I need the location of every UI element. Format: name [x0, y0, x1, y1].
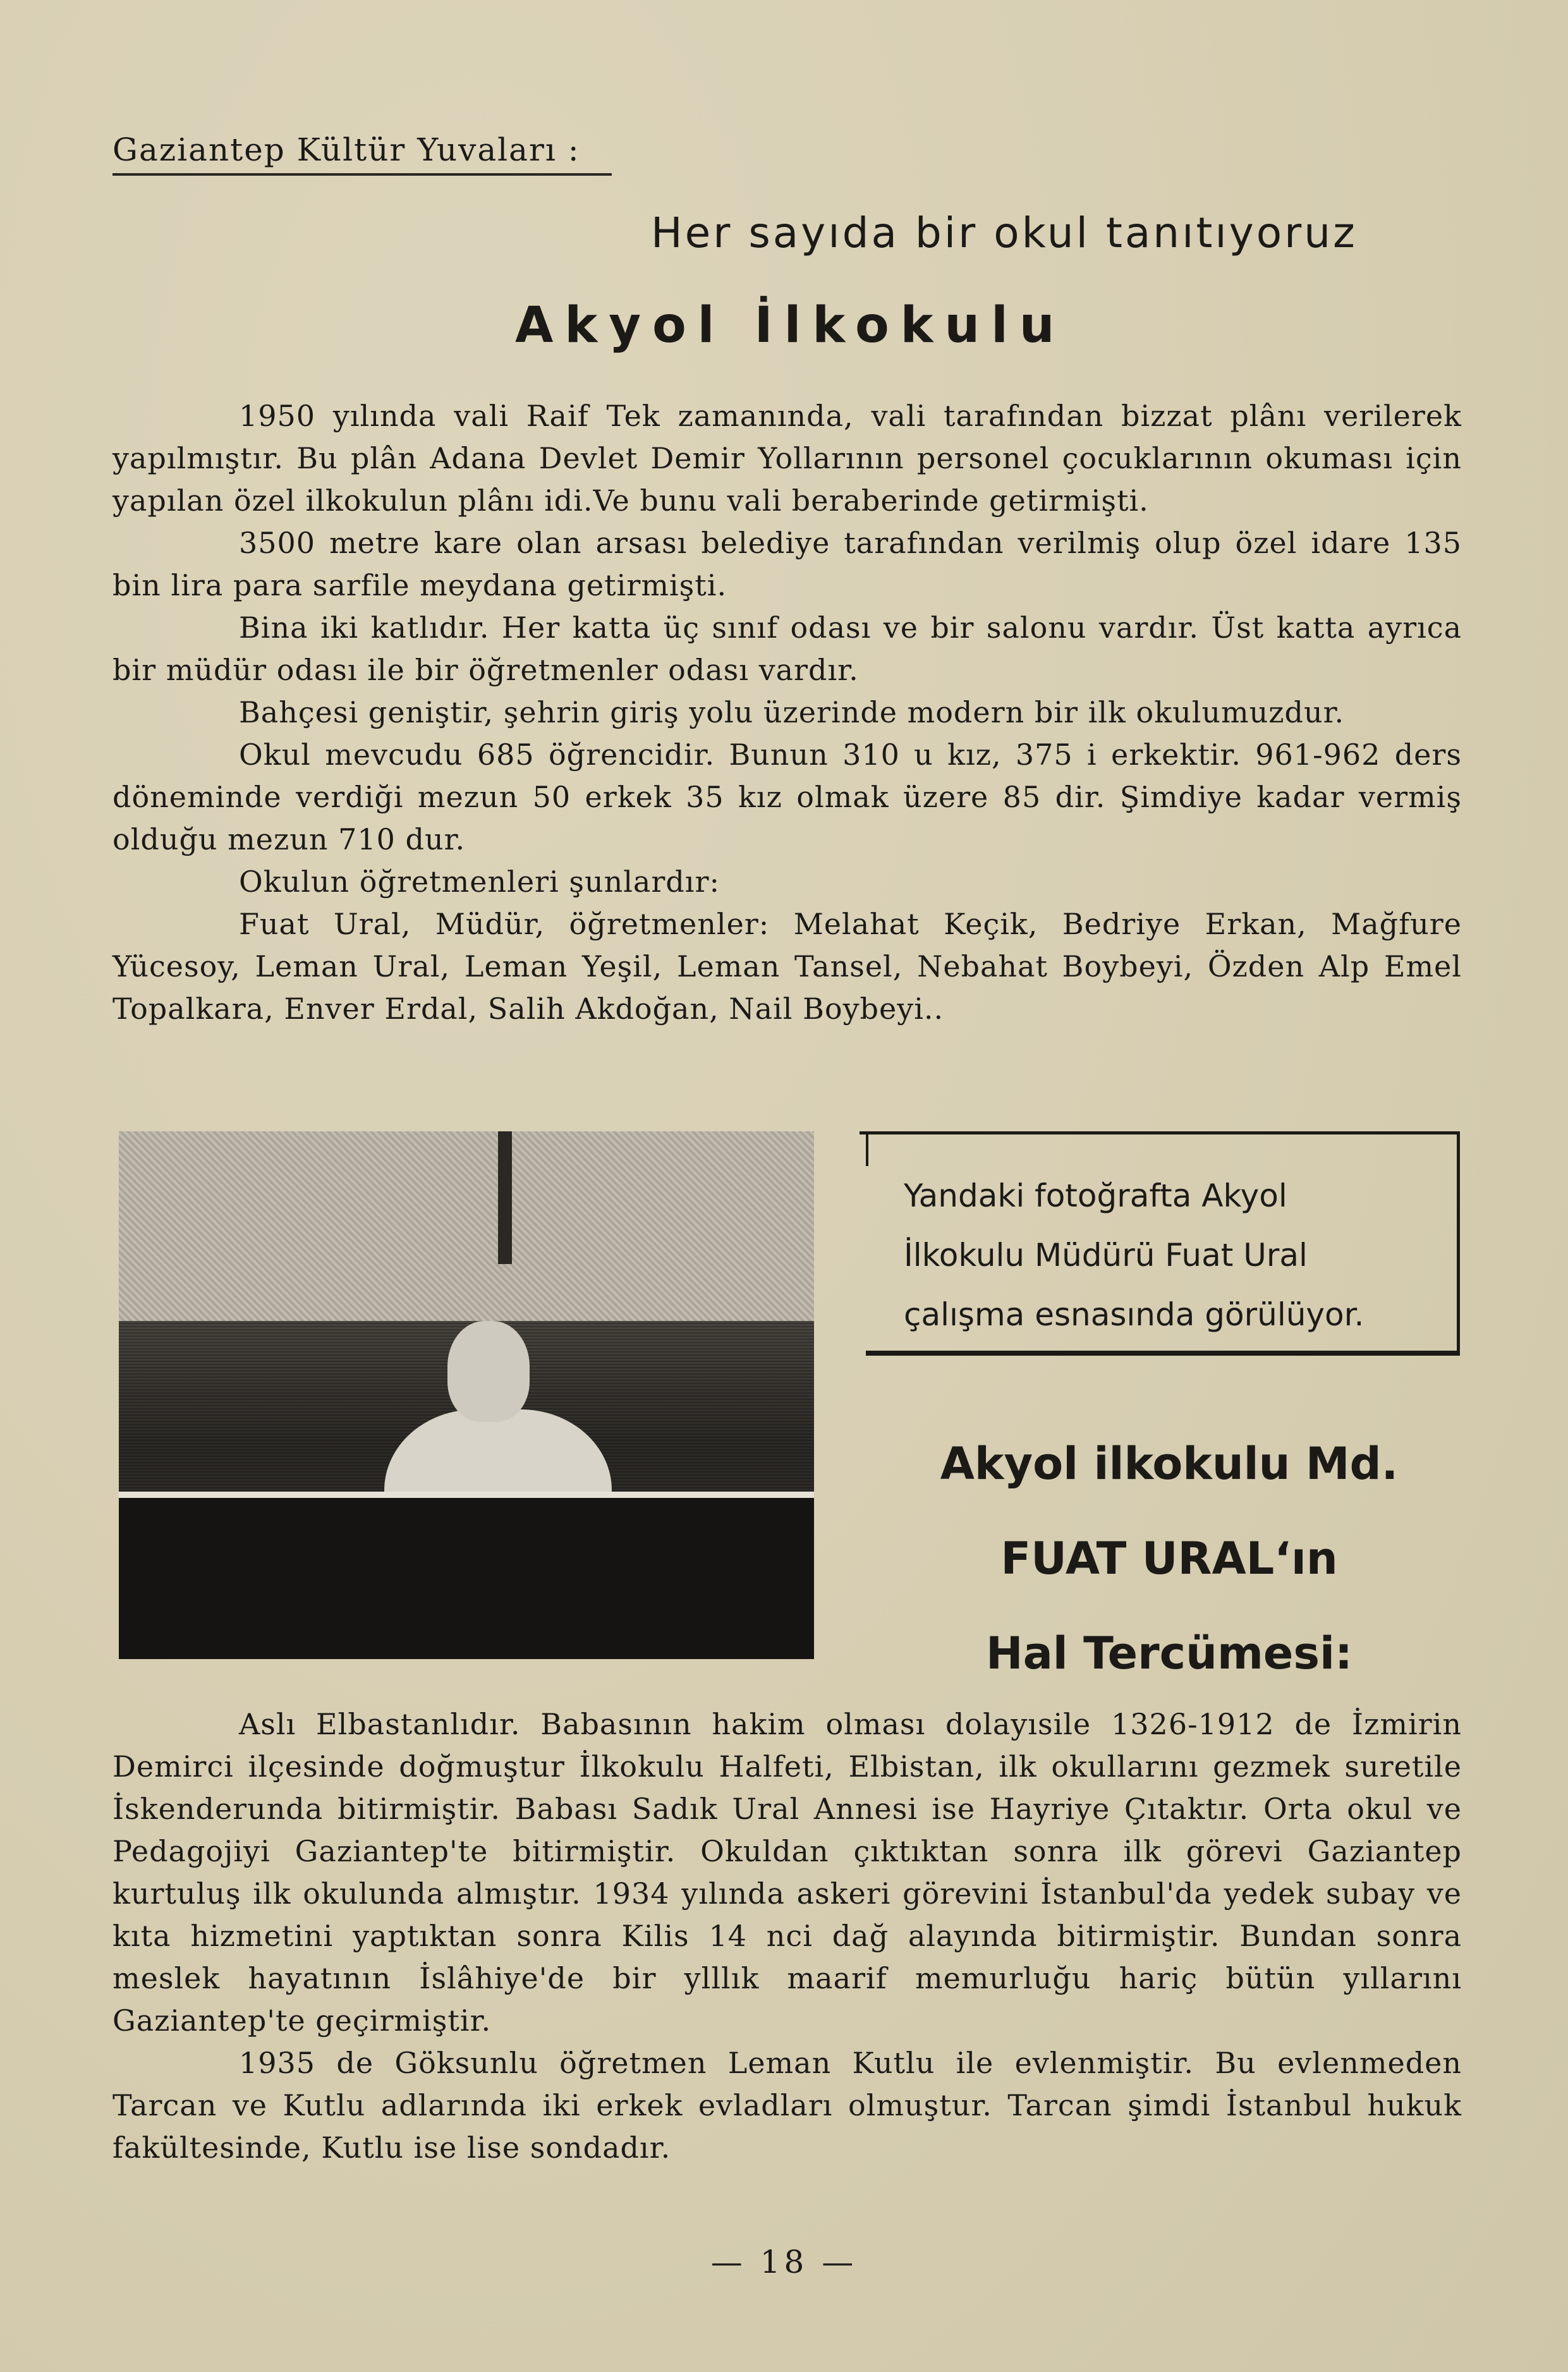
photo-pole [498, 1131, 512, 1264]
intro-paragraph: Okul mevcudu 685 öğrencidir. Bunun 310 u kız, 375 i erkektir. 961-962 ders döneminde verdiği mezun 50 erkek 35 kız olmak üzere 85 dir. Şimdiye kadar vermiş olduğu mezun 710 dur. [112, 738, 1462, 856]
bio-paragraph: Aslı Elbastanlıdır. Babasının hakim olması dolayısile 1326-1912 de İzmirin Demirci ilçesinde doğmuştur İlkokulu Halfeti, Elbistan, ilk okullarını gezmek suretile İskenderunda bitirmiştir. Babası Sadık Ural Annesi ise Hayriye Çıtaktır. Orta okul ve Pedagojiyi Gaziantep'te bitirmiştir. Okuldan çıktıktan sonra ilk görevi Gaziantep kurtuluş ilk okulunda almıştır. 1934 yılında askeri görevini İstanbul'da yedek subay ve kıta hizmetini yaptıktan sonra Kilis 14 nci dağ alayında bitirmiştir. Bundan sonra meslek hayatının İslâhiye'de bir ylllık maarif memurluğu hariç bütün yıllarını Gaziantep'te geçirmiştir. [112, 1707, 1462, 2038]
bio-title-line: FUAT URAL‘ın [1000, 1533, 1338, 1584]
bio-text [112, 1703, 1462, 2169]
caption-box-tick [866, 1134, 868, 1166]
photo-caption-box [860, 1131, 1460, 1356]
intro-paragraph: 1950 yılında vali Raif Tek zamanında, vali tarafından bizzat plânı verilerek yapılmıştır. Bu plân Adana Devlet Demir Yollarının personel çocuklarının okuması için yapılan özel ilkokulun plânı idi.Ve bunu vali beraberinde getirmişti. [112, 399, 1462, 518]
intro-text [112, 395, 1462, 1030]
caption-line: çalışma esnasında görülüyor. [904, 1296, 1364, 1333]
page-number: — 18 — [710, 2244, 858, 2280]
principal-photo [119, 1131, 814, 1659]
intro-paragraph: Fuat Ural, Müdür, öğretmenler: Melahat Keçik, Bedriye Erkan, Mağfure Yücesoy, Leman Ural, Leman Yeşil, Leman Tansel, Nebahat Boybeyi, Özden Alp Emel Topalkara, Enver Erdal, Salih Akdoğan, Nail Boybeyi.. [112, 907, 1462, 1026]
intro-paragraph: Okulun öğretmenleri şunlardır: [239, 865, 720, 899]
bio-title-line: Akyol ilkokulu Md. [940, 1438, 1399, 1490]
photo-desk [119, 1498, 814, 1659]
photo-wall [119, 1131, 814, 1321]
caption-line: Yandaki fotoğrafta Akyol [904, 1177, 1287, 1214]
school-title: Akyol İlkokulu [515, 297, 1066, 354]
intro-paragraph: 3500 metre kare olan arsası belediye tarafından verilmiş olup özel idare 135 bin lira para sarfile meydana getirmişti. [112, 526, 1462, 602]
photo-person-head [447, 1321, 530, 1422]
series-title: Her sayıda bir okul tanıtıyoruz [651, 209, 1358, 257]
caption-box-rule [866, 1351, 1460, 1356]
intro-paragraph: Bina iki katlıdır. Her katta üç sınıf odası ve bir salonu vardır. Üst katta ayrıca bir müdür odası ile bir öğretmenler odası vardır. [112, 611, 1462, 687]
bio-paragraph: 1935 de Göksunlu öğretmen Leman Kutlu ile evlenmiştir. Bu evlenmeden Tarcan ve Kutlu adlarında iki erkek evladları olmuştur. Tarcan şimdi İstanbul hukuk fakültesinde, Kutlu ise lise sondadır. [112, 2046, 1462, 2165]
bio-title-line: Hal Tercümesi: [985, 1627, 1353, 1679]
intro-paragraph: Bahçesi geniştir, şehrin giriş yolu üzerinde modern bir ilk okulumuzdur. [239, 695, 1345, 729]
running-header: Gaziantep Kültür Yuvaları : [112, 131, 612, 176]
photo-caption [904, 1166, 1454, 1344]
caption-line: İlkokulu Müdürü Fuat Ural [904, 1237, 1308, 1274]
